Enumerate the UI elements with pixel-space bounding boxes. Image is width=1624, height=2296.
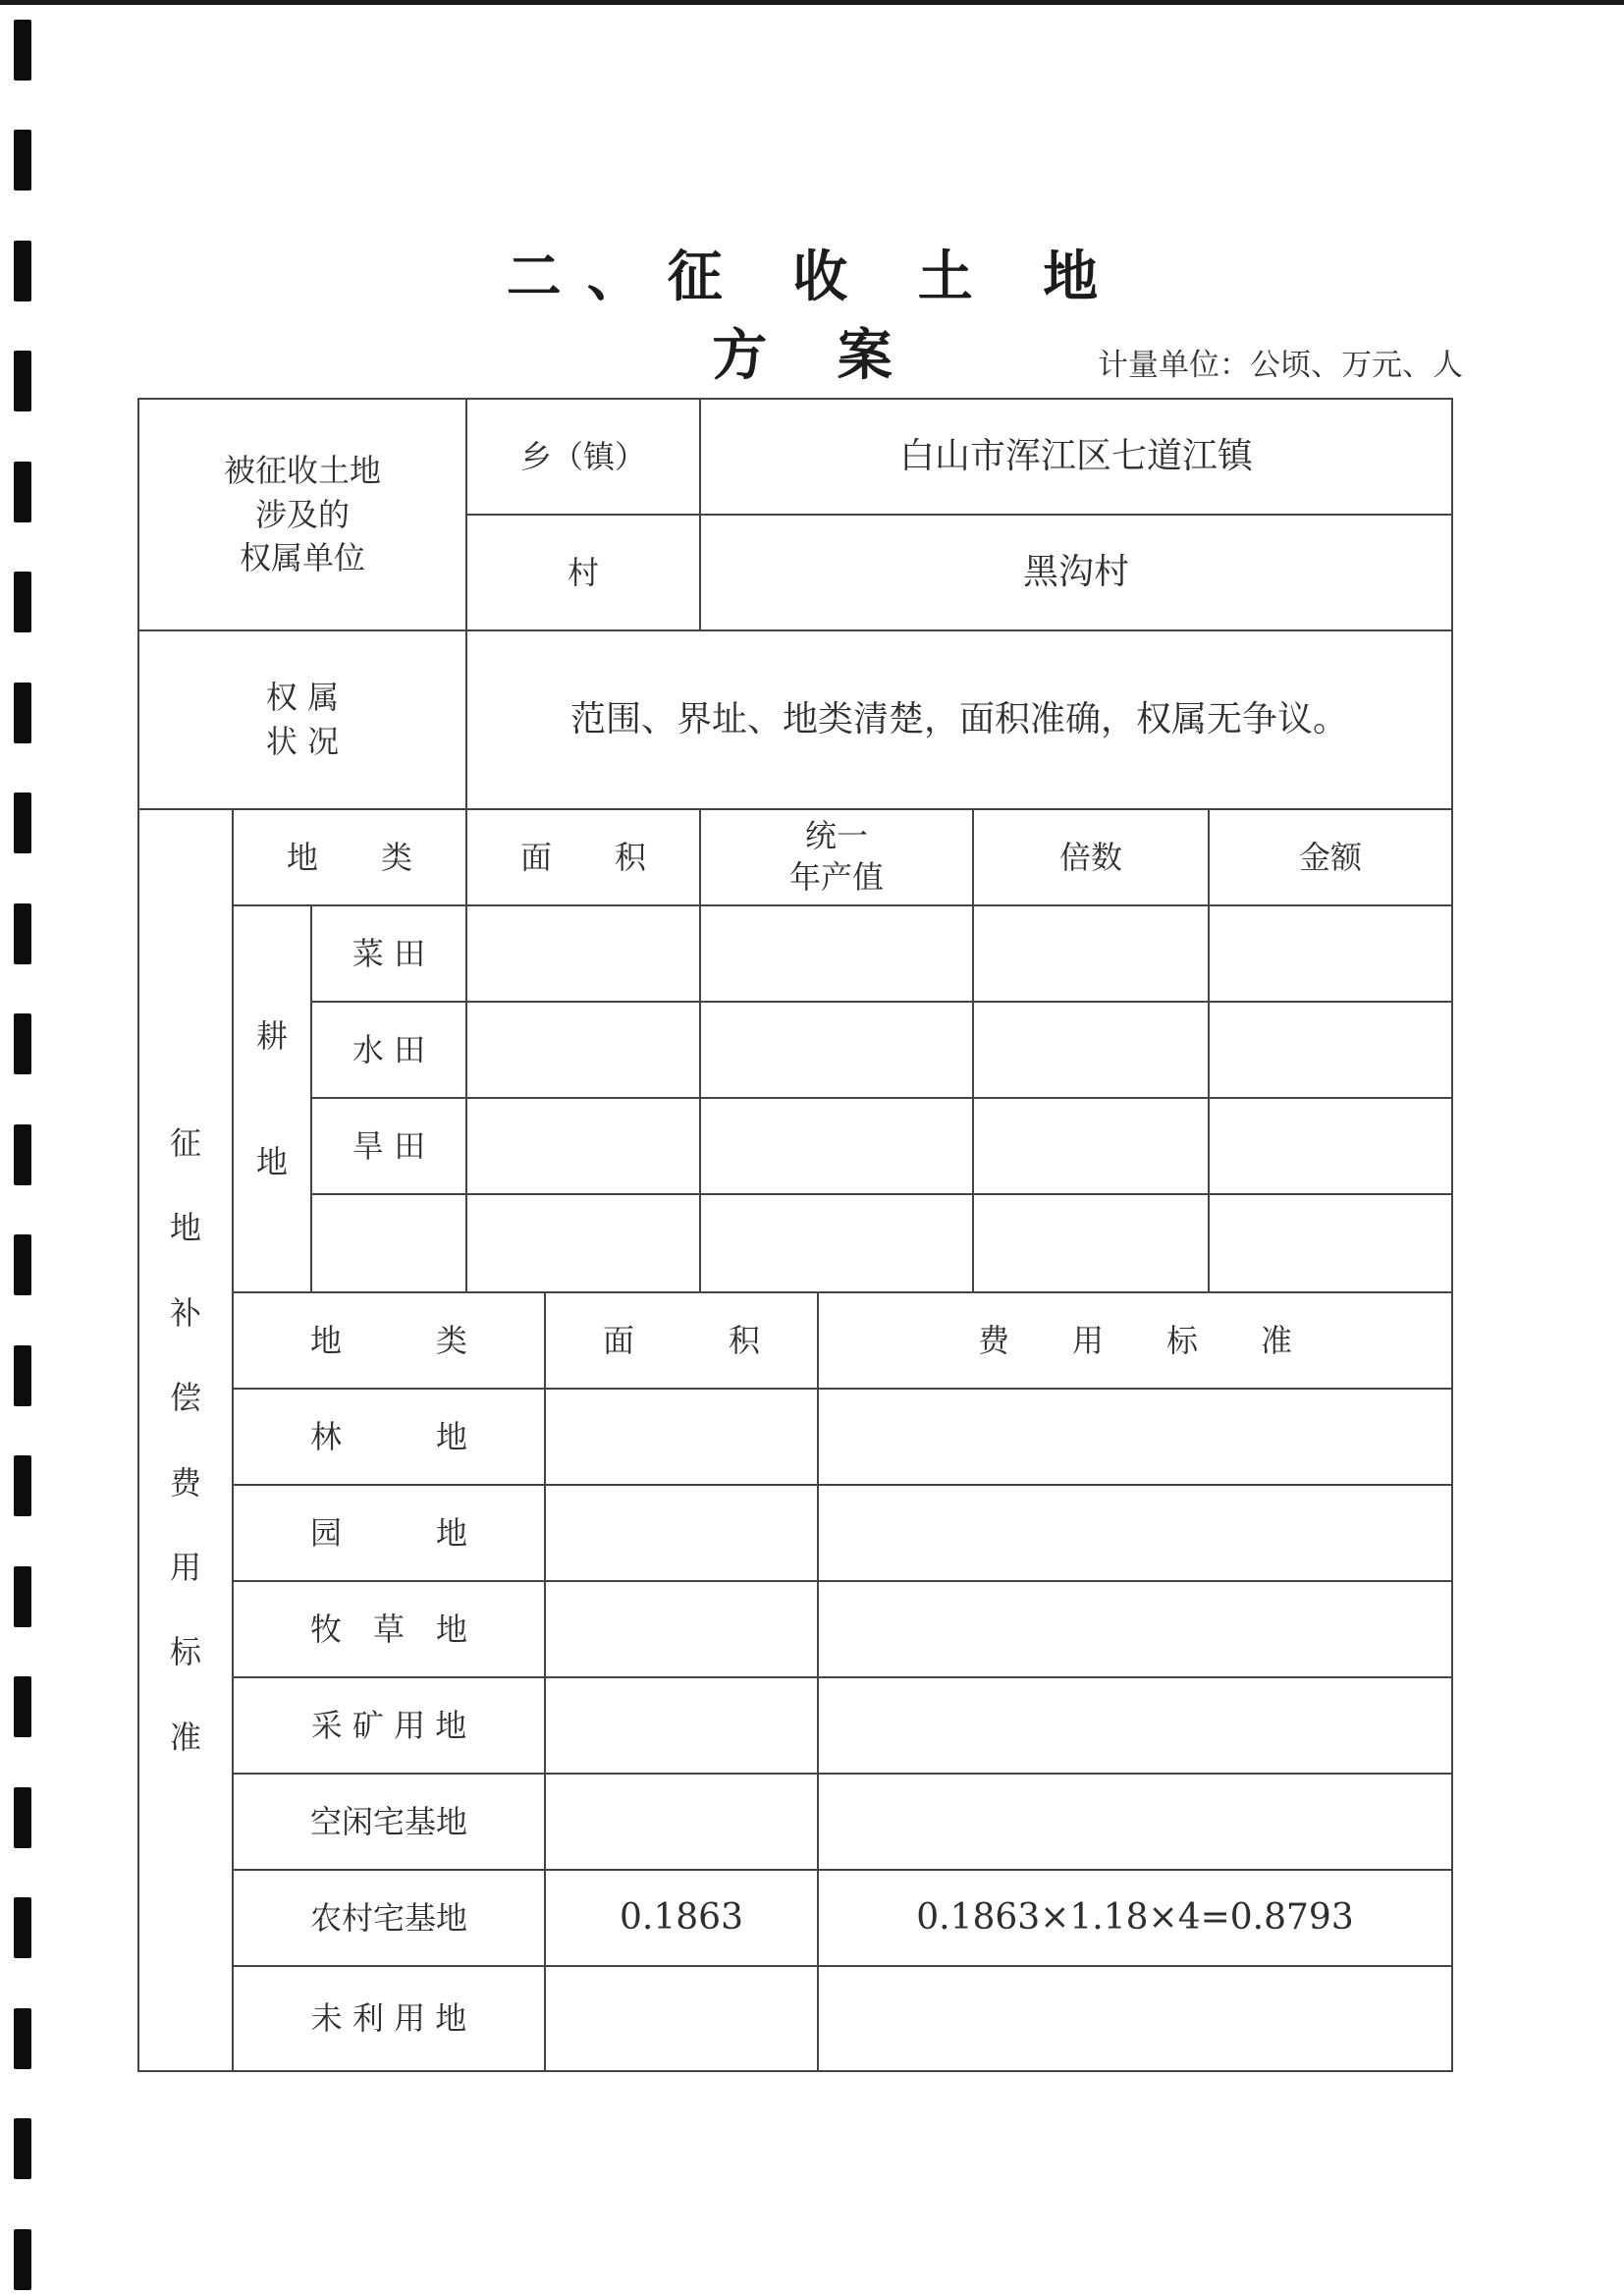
binding-hole xyxy=(14,1676,31,1737)
binding-hole xyxy=(14,903,31,964)
cultivated-header-land-type: 地 类 xyxy=(232,808,467,906)
cultivated-header-annual-value xyxy=(699,808,974,906)
cultivated-group-label xyxy=(232,904,312,1293)
cultivated-header-area: 面 积 xyxy=(465,808,701,906)
other-row-name: 林 地 xyxy=(232,1388,546,1486)
other-row-area xyxy=(544,1388,819,1486)
other-row-fee xyxy=(817,1484,1453,1582)
binding-hole xyxy=(14,793,31,853)
other-row-fee: 0.1863×1.18×4=0.8793 xyxy=(817,1869,1453,1967)
binding-hole xyxy=(14,572,31,632)
status-label-line: 权 属 xyxy=(265,679,340,717)
unit-note: 计量单位：公顷、万元、人 xyxy=(1098,348,1463,383)
side-label-char: 征 xyxy=(169,1123,201,1162)
other-row-name: 未 利 用 地 xyxy=(232,1965,546,2072)
binding-hole xyxy=(14,683,31,743)
other-row-area xyxy=(544,1676,819,1775)
cultivated-row-amount xyxy=(1208,1097,1453,1195)
cultivated-row-annual-value xyxy=(699,1193,974,1293)
other-row-name: 牧 草 地 xyxy=(232,1580,546,1678)
other-row-fee xyxy=(817,1773,1453,1871)
village-label: 村 xyxy=(465,514,701,631)
other-row-area xyxy=(544,1580,819,1678)
compensation-side-label xyxy=(137,808,234,2072)
annual-value-line: 统一 xyxy=(804,817,868,855)
cultivated-row-name: 水 田 xyxy=(310,1001,467,1099)
status-value: 范围、界址、地类清楚，面积准确，权属无争议。 xyxy=(465,629,1453,810)
cultivated-row-amount xyxy=(1208,1193,1453,1293)
other-row-fee xyxy=(817,1580,1453,1678)
cultivated-row-multiple xyxy=(972,1193,1210,1293)
binding-hole xyxy=(14,1897,31,1958)
cultivated-row-name: 菜 田 xyxy=(310,904,467,1003)
cultivated-row-multiple xyxy=(972,1097,1210,1195)
other-header-area: 面 积 xyxy=(544,1291,819,1390)
other-row-area xyxy=(544,1965,819,2072)
township-value: 白山市浑江区七道江镇 xyxy=(699,398,1453,516)
other-row-fee xyxy=(817,1676,1453,1775)
cultivated-row-multiple xyxy=(972,904,1210,1003)
ownership-label-line: 权属单位 xyxy=(239,539,365,577)
side-label-char: 用 xyxy=(169,1548,201,1586)
other-row-area: 0.1863 xyxy=(544,1869,819,1967)
status-label xyxy=(137,629,467,810)
township-label: 乡（镇） xyxy=(465,398,701,516)
side-label-char: 地 xyxy=(169,1209,201,1247)
ownership-label-line: 涉及的 xyxy=(254,495,350,533)
ownership-label-line: 被征收土地 xyxy=(223,451,381,489)
cultivated-row-name: 旱 田 xyxy=(310,1097,467,1195)
scan-top-edge xyxy=(0,0,1624,5)
other-row-area xyxy=(544,1773,819,1871)
binding-hole xyxy=(14,1234,31,1295)
binding-hole xyxy=(14,2118,31,2179)
side-label-char: 补 xyxy=(169,1293,201,1332)
cultivated-header-amount: 金额 xyxy=(1208,808,1453,906)
group-label-char: 地 xyxy=(255,1143,288,1180)
cultivated-row-amount xyxy=(1208,904,1453,1003)
cultivated-row-annual-value xyxy=(699,1001,974,1099)
binding-hole xyxy=(14,130,31,191)
cultivated-header-multiple: 倍数 xyxy=(972,808,1210,906)
other-row-name: 园 地 xyxy=(232,1484,546,1582)
binding-hole xyxy=(14,2008,31,2069)
cultivated-row-annual-value xyxy=(699,1097,974,1195)
side-label-char: 准 xyxy=(169,1718,201,1756)
annual-value-line: 年产值 xyxy=(788,858,884,896)
binding-hole xyxy=(14,1566,31,1627)
binding-hole xyxy=(14,462,31,522)
ownership-label xyxy=(137,398,467,631)
group-label-char: 耕 xyxy=(255,1017,288,1055)
side-label-char: 标 xyxy=(169,1633,201,1671)
binding-hole xyxy=(14,241,31,301)
binding-hole xyxy=(14,351,31,411)
cultivated-row-name xyxy=(310,1193,467,1293)
binding-hole xyxy=(14,1455,31,1516)
binding-hole xyxy=(14,2229,31,2290)
other-row-name: 空闲宅基地 xyxy=(232,1773,546,1871)
cultivated-row-area xyxy=(465,1097,701,1195)
other-header-fee-standard: 费 用 标 准 xyxy=(817,1291,1453,1390)
cultivated-row-amount xyxy=(1208,1001,1453,1099)
binding-hole xyxy=(14,1013,31,1074)
cultivated-row-annual-value xyxy=(699,904,974,1003)
other-row-fee xyxy=(817,1965,1453,2072)
binding-hole xyxy=(14,1345,31,1406)
village-value: 黑沟村 xyxy=(699,514,1453,631)
other-row-name: 采 矿 用 地 xyxy=(232,1676,546,1775)
land-acquisition-form xyxy=(137,398,1453,2072)
binding-hole xyxy=(14,20,31,81)
cultivated-row-area xyxy=(465,1193,701,1293)
cultivated-row-area xyxy=(465,904,701,1003)
cultivated-row-area xyxy=(465,1001,701,1099)
other-row-area xyxy=(544,1484,819,1582)
cultivated-row-multiple xyxy=(972,1001,1210,1099)
other-row-fee xyxy=(817,1388,1453,1486)
side-label-char: 偿 xyxy=(169,1379,201,1417)
page-title: 二、征 收 土 地 方 案 xyxy=(506,246,1124,388)
binding-hole xyxy=(14,1787,31,1848)
status-label-line: 状 况 xyxy=(265,723,340,760)
other-row-name: 农村宅基地 xyxy=(232,1869,546,1967)
binding-holes xyxy=(14,20,73,2296)
binding-hole xyxy=(14,1124,31,1185)
side-label-char: 费 xyxy=(169,1463,201,1502)
other-header-land-type: 地 类 xyxy=(232,1291,546,1390)
